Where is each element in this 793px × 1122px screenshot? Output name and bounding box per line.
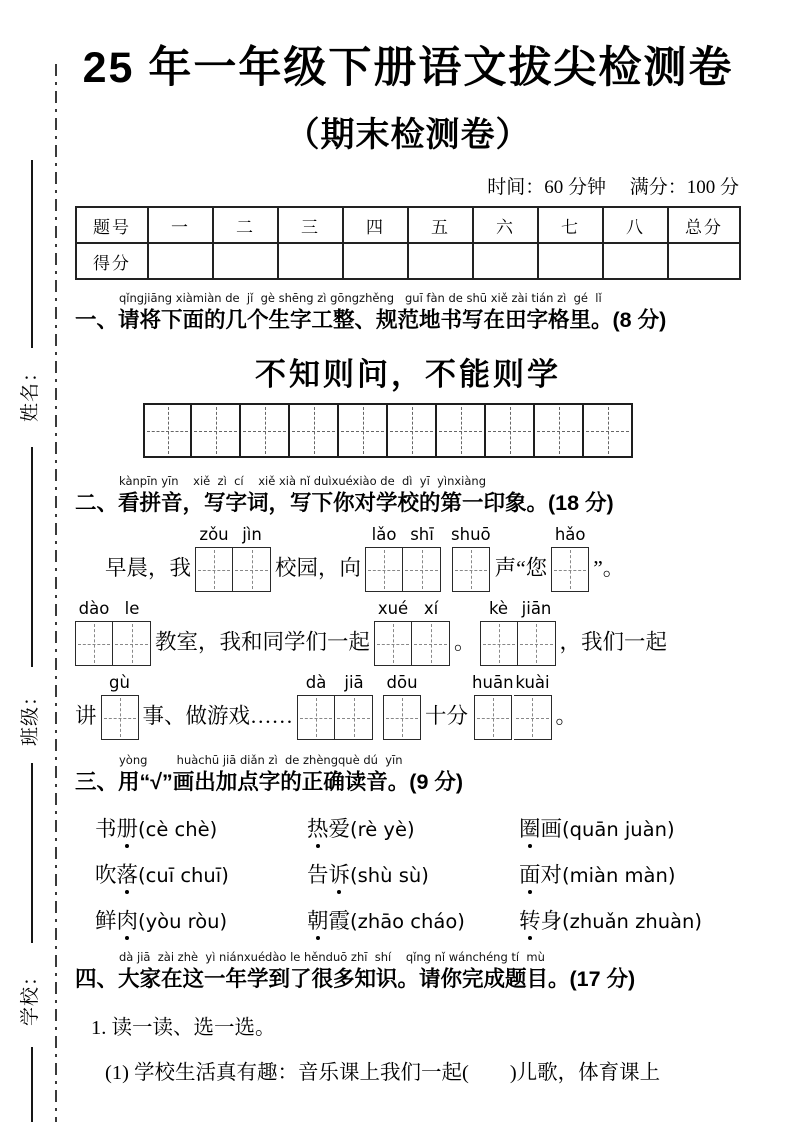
- score-cell[interactable]: [213, 243, 278, 279]
- dotted-char: 转: [519, 904, 541, 935]
- pinyin-options[interactable]: (miàn màn): [562, 864, 676, 888]
- total-score-cell[interactable]: [668, 243, 740, 279]
- pinyin-writing-boxes: [551, 525, 589, 592]
- pinyin-label: dà: [305, 673, 327, 693]
- word-text: 爱: [328, 817, 351, 842]
- school-field-label: 学校：: [20, 966, 41, 1027]
- word-text: 告: [307, 863, 329, 888]
- pinyin-options[interactable]: (cè chè): [138, 818, 218, 842]
- col-header: 七: [538, 207, 603, 243]
- pinyin-label: zǒu: [199, 525, 229, 545]
- word-text: 画: [540, 817, 563, 842]
- pinyin-options[interactable]: (quān juàn): [562, 818, 675, 842]
- pronunciation-row-3: [75, 904, 741, 935]
- pinyin-writing-boxes: [101, 673, 139, 740]
- score-row-label: 得分: [76, 243, 148, 279]
- word-text: 吹: [95, 863, 117, 888]
- word-entry[interactable]: [307, 812, 519, 843]
- section-1-heading: 一、请将下面的几个生字工整、规范地书写在田字格里。(8 分): [75, 308, 667, 333]
- pinyin-label: le: [124, 599, 140, 619]
- pinyin-label: kuài: [515, 673, 550, 693]
- sentence-text: 。: [555, 704, 578, 729]
- writing-box[interactable]: [412, 621, 450, 666]
- word-entry[interactable]: [95, 858, 307, 889]
- writing-box[interactable]: [551, 547, 589, 592]
- tianzige-cell[interactable]: [437, 403, 486, 458]
- dotted-char: 册: [117, 812, 139, 843]
- dotted-char: 面: [519, 858, 541, 889]
- word-text: 书: [95, 817, 117, 842]
- fill-in-line-1: [75, 525, 741, 592]
- pinyin-writing-boxes: [365, 525, 441, 592]
- col-header: 三: [278, 207, 343, 243]
- writing-box[interactable]: [474, 695, 512, 740]
- word-entry[interactable]: [307, 858, 519, 889]
- pinyin-label: jiā: [344, 673, 364, 693]
- pinyin-options[interactable]: (cuī chuī): [138, 864, 229, 888]
- col-header: 一: [148, 207, 213, 243]
- col-header: 二: [213, 207, 278, 243]
- sentence-text: 十分: [425, 704, 469, 729]
- section-4-pinyin: dà jiā zài zhè yì niánxuédào le hěnduō zhī shí qǐng nǐ wánchéng tí mù: [119, 950, 545, 965]
- tianzige-cell[interactable]: [535, 403, 584, 458]
- dotted-char: 肉: [117, 904, 139, 935]
- tianzige-cell[interactable]: [241, 403, 290, 458]
- pronunciation-row-1: [75, 812, 741, 843]
- pinyin-label: hǎo: [554, 525, 586, 545]
- writing-box[interactable]: [383, 695, 421, 740]
- pinyin-label: shī: [410, 525, 434, 545]
- writing-box[interactable]: [374, 621, 412, 666]
- word-entry[interactable]: [519, 904, 741, 935]
- pinyin-options[interactable]: (rè yè): [350, 818, 415, 842]
- pronunciation-row-2: [75, 858, 741, 889]
- pinyin-label: kè: [488, 599, 509, 619]
- dotted-char: 朝: [307, 904, 329, 935]
- score-table-header-row: [76, 207, 740, 243]
- pinyin-label: shuō: [451, 525, 491, 545]
- pinyin-label: huān: [472, 673, 514, 693]
- pinyin-writing-boxes: [195, 525, 271, 592]
- pinyin-writing-boxes: [451, 525, 491, 592]
- section-2-heading: 二、看拼音，写字词，写下你对学校的第一印象。(18 分): [75, 491, 614, 516]
- writing-box[interactable]: [403, 547, 441, 592]
- tianzige-cell[interactable]: [290, 403, 339, 458]
- sentence-text: 校园，向: [275, 556, 362, 581]
- pinyin-writing-boxes: [297, 673, 373, 740]
- score-cell[interactable]: [278, 243, 343, 279]
- word-entry[interactable]: [95, 904, 307, 935]
- writing-box[interactable]: [335, 695, 373, 740]
- tianzige-cell[interactable]: [143, 403, 192, 458]
- word-entry[interactable]: [307, 904, 519, 935]
- section-4-heading: 四、大家在这一年学到了很多知识。请你完成题目。(17 分): [75, 967, 636, 992]
- pinyin-label: lǎo: [371, 525, 397, 545]
- score-cell[interactable]: [473, 243, 538, 279]
- writing-box[interactable]: [365, 547, 403, 592]
- pinyin-writing-boxes: [374, 599, 450, 666]
- time-score-info: 时间：60 分钟 满分：100 分: [487, 177, 739, 199]
- pinyin-label: jiān: [521, 599, 552, 619]
- sentence-text: 。: [454, 630, 476, 655]
- writing-box[interactable]: [233, 547, 271, 592]
- dotted-char: 热: [307, 812, 329, 843]
- section-2-pinyin: kànpīn yīn xiě zì cí xiě xià nǐ duìxuéxiào de dì yī yìnxiàng: [119, 474, 487, 489]
- score-table-corner: 题号: [76, 207, 148, 243]
- page-title: 25 年一年级下册语文拔尖检测卷: [82, 44, 734, 92]
- score-cell[interactable]: [603, 243, 668, 279]
- pinyin-writing-boxes: [480, 599, 556, 666]
- tianzige-cell[interactable]: [388, 403, 437, 458]
- section-1: [75, 292, 741, 335]
- tianzige-cell[interactable]: [339, 403, 388, 458]
- pinyin-label: xí: [423, 599, 439, 619]
- section-4: [75, 951, 741, 994]
- pinyin-options[interactable]: (yòu ròu): [138, 910, 228, 934]
- pinyin-options[interactable]: (zhuǎn zhuàn): [562, 910, 702, 934]
- question-1: 1. 读一读、选一选。: [91, 1017, 276, 1040]
- word-entry[interactable]: [519, 858, 741, 889]
- col-header: 四: [343, 207, 408, 243]
- sentence-text: 事、做游戏……: [142, 704, 294, 729]
- pinyin-label: gù: [109, 673, 130, 693]
- sentence-text: 讲: [75, 704, 97, 729]
- writing-box[interactable]: [195, 547, 233, 592]
- writing-box[interactable]: [518, 621, 556, 666]
- fill-in-line-3: [75, 673, 741, 740]
- writing-box[interactable]: [75, 621, 113, 666]
- word-text: 对: [540, 863, 563, 888]
- tianzige-cell[interactable]: [486, 403, 535, 458]
- col-header: 八: [603, 207, 668, 243]
- sentence-text: ”。: [593, 556, 625, 581]
- pinyin-label: jìn: [242, 525, 262, 545]
- pinyin-writing-boxes: [472, 673, 551, 740]
- score-table: [75, 206, 741, 280]
- pinyin-label: xué: [377, 599, 409, 619]
- section-3: [75, 754, 741, 797]
- score-cell[interactable]: [408, 243, 473, 279]
- word-entry[interactable]: [95, 812, 307, 843]
- writing-box[interactable]: [480, 621, 518, 666]
- section-3-pinyin: yòng huàchū jiā diǎn zì de zhèngquè dú yīn: [119, 753, 403, 768]
- word-text: 霞: [328, 909, 351, 934]
- class-field-label: 班级：: [20, 686, 41, 747]
- page-subtitle: （期末检测卷）: [285, 116, 531, 155]
- score-cell[interactable]: [538, 243, 603, 279]
- score-table-score-row: [76, 243, 740, 279]
- word-entry[interactable]: [519, 812, 741, 843]
- section-3-heading: 三、用“√”画出加点字的正确读音。(9 分): [75, 770, 464, 795]
- exam-paper: [75, 0, 741, 1085]
- question-1-1: (1) 学校生活真有趣：音乐课上我们一起( )儿歌，体育课上: [105, 1062, 661, 1085]
- col-header: 五: [408, 207, 473, 243]
- sentence-text: 声“您: [494, 556, 548, 581]
- word-text: 鲜: [95, 909, 117, 934]
- class-fill-line[interactable]: [31, 447, 33, 667]
- name-field-label: 姓名：: [20, 362, 41, 423]
- tianzige-grid: [143, 403, 741, 458]
- word-text: 身: [540, 909, 563, 934]
- school-fill-line[interactable]: [31, 763, 33, 943]
- writing-box[interactable]: [297, 695, 335, 740]
- pinyin-writing-boxes: [75, 599, 151, 666]
- score-cell[interactable]: [148, 243, 213, 279]
- tianzige-cell[interactable]: [584, 403, 633, 458]
- col-header: 六: [473, 207, 538, 243]
- sentence-text: ，我们一起: [559, 630, 668, 655]
- col-header-total: 总分: [668, 207, 740, 243]
- section-2: [75, 475, 741, 518]
- pinyin-options[interactable]: (shù sù): [350, 864, 429, 888]
- copy-phrase: 不知则问，不能则学: [255, 357, 561, 393]
- score-cell[interactable]: [343, 243, 408, 279]
- sentence-text: 早晨，我: [105, 556, 192, 581]
- pinyin-writing-boxes: [383, 673, 421, 740]
- dotted-char: 落: [117, 858, 139, 889]
- pinyin-label: dào: [78, 599, 110, 619]
- fill-in-line-2: [75, 599, 741, 666]
- binding-dash-dot-line: [55, 64, 57, 1122]
- pinyin-options[interactable]: (zhāo cháo): [350, 910, 465, 934]
- section-1-pinyin: qǐngjiāng xiàmiàn de jǐ gè shēng zì gōngzhěng guī fàn de shū xiě zài tián zì gé lǐ: [119, 291, 602, 306]
- writing-box[interactable]: [101, 695, 139, 740]
- writing-box[interactable]: [113, 621, 151, 666]
- name-fill-line[interactable]: [31, 160, 33, 348]
- tianzige-cell[interactable]: [192, 403, 241, 458]
- writing-box[interactable]: [452, 547, 490, 592]
- pinyin-label: dōu: [386, 673, 418, 693]
- sentence-text: 教室，我和同学们一起: [155, 630, 371, 655]
- dotted-char: 圈: [519, 812, 541, 843]
- dotted-char: 诉: [329, 858, 351, 889]
- extra-fill-line[interactable]: [31, 1047, 33, 1122]
- writing-box[interactable]: [514, 695, 552, 740]
